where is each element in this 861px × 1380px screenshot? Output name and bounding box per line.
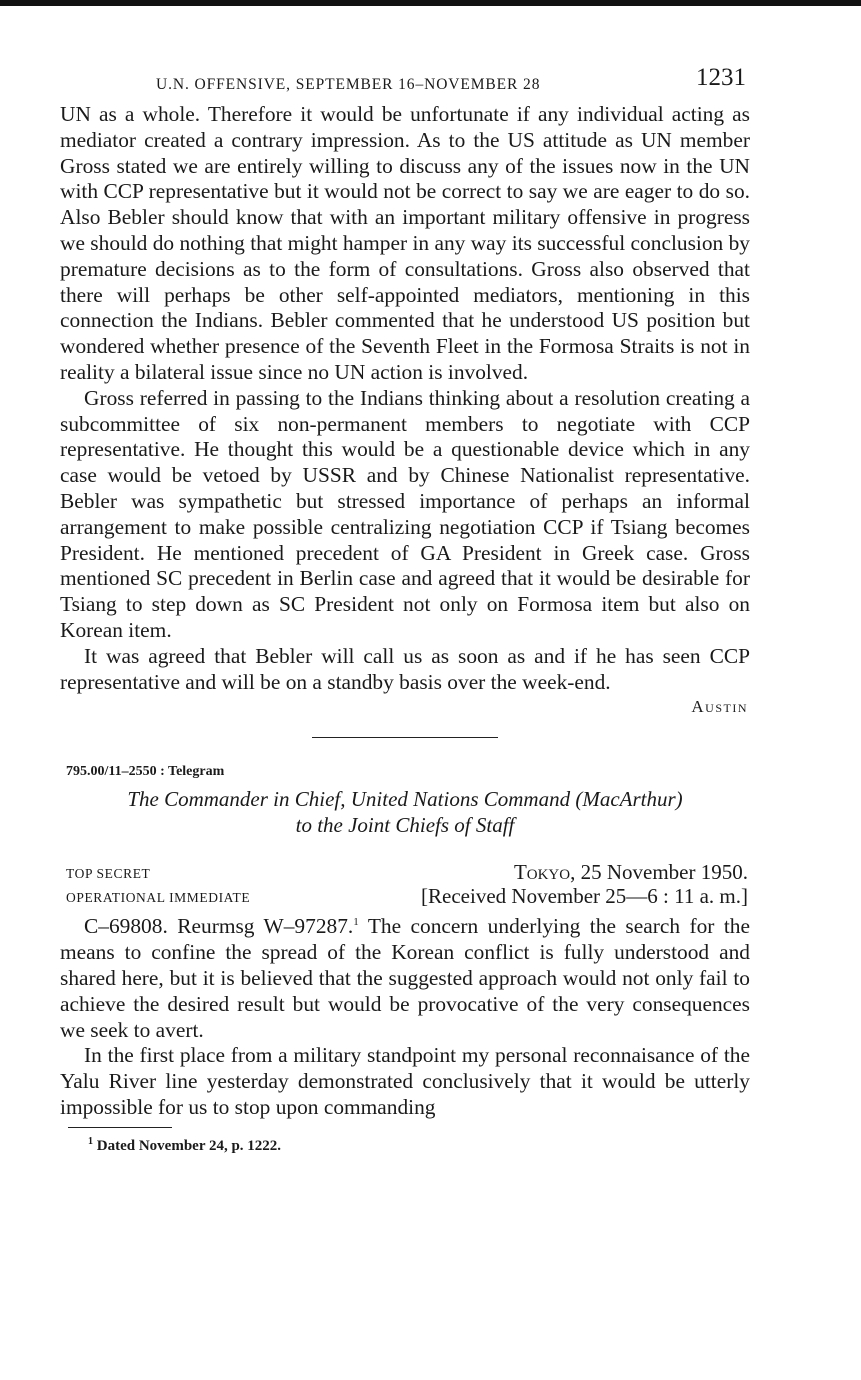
footnote-text: Dated November 24, p. 1222. [96, 1137, 282, 1154]
running-head [60, 62, 750, 102]
footnote-rule [68, 1127, 172, 1128]
classification-label: TOP SECRET [66, 866, 151, 882]
telegram-heading-line-1: The Commander in Chief, United Nations Command (MacArthur) [127, 787, 683, 812]
dateline-date: , 25 November 1950. [570, 860, 748, 885]
footnote-marker: 1 [88, 1135, 93, 1147]
paragraph-agreement: It was agreed that Bebler will call us as soon as and if he has seen CCP representative and will be on a standby basis over the week-end. [60, 643, 750, 694]
signature-austin: Austin [691, 697, 748, 717]
telegram-paragraph-1 [60, 914, 750, 1043]
footnote-reference-marker: 1 [353, 916, 359, 929]
telegram-paragraph-1-rest: The concern underlying the search for the means to confine the spread of the Korean conflict is fully understood and shared here, but it is believed that the suggested approach would not only fail to achieve the desired result but would be provocative of the very consequences we seek to avert. [60, 914, 750, 1042]
running-head-title: U.N. OFFENSIVE, SEPTEMBER 16–NOVEMBER 28 [156, 76, 541, 93]
dateline [514, 860, 748, 885]
received-note: [Received November 25—6 : 11 a. m.] [421, 884, 748, 909]
telegram-file-reference: 795.00/11–2550 : Telegram [66, 764, 225, 780]
telegram-meta [60, 854, 750, 910]
paragraph-continuation: UN as a whole. Therefore it would be unfortunate if any individual acting as mediator created a contrary impression. As to the US attitude as UN member Gross stated we are entirely willing to discuss any of the issues now in the UN with CCP representative but it would not be correct to say we are eager to do so. Also Bebler should know that with an important military offensive in progress we should do nothing that might hamper in any way its successful conclusion by premature decisions as to the form of consultations. Gross also observed that there will perhaps be other self-appointed mediators, mentioning in this connection the Indians. Bebler commented that he understood US position but wondered whether presence of the Seventh Fleet in the Formosa Straits is not in reality a bilateral issue since no UN action is involved. [60, 102, 750, 384]
paragraph-indians-resolution: Gross referred in passing to the Indians thinking about a resolution creating a subcommittee of six non-permanent members to negotiate with CCP representative. He thought this would be a questionable device which in any case would be vetoed by USSR and by Chinese Nationalist representative. Bebler was sympathetic but stressed importance of perhaps an informal arrangement to make possible centralizing negotiation CCP if Tsiang becomes President. He mentioned precedent of GA President in Greek case. Gross mentioned SC precedent in Berlin case and agreed that it would be desirable for Tsiang to step down as SC President not only on Formosa item but also on Korean item. [60, 385, 750, 642]
telegram-paragraph-2: In the first place from a military standpoint my personal reconnaisance of the Yalu River line yesterday demonstrated conclusively that it would be utterly impossible for us to stop upon commanding [60, 1043, 750, 1119]
page-number: 1231 [696, 64, 746, 91]
section-divider [312, 737, 498, 738]
telegram-heading-line-2: to the Joint Chiefs of Staff [295, 813, 515, 838]
document-page [60, 62, 750, 1155]
telegram-paragraph-1-start: C–69808. Reurmsg W–97287. [84, 914, 354, 939]
dateline-place: Tokyo [513, 860, 571, 885]
footnote [88, 1135, 750, 1155]
top-edge-rule [0, 0, 861, 6]
priority-label: OPERATIONAL IMMEDIATE [66, 890, 251, 906]
telegram-heading [60, 786, 750, 838]
